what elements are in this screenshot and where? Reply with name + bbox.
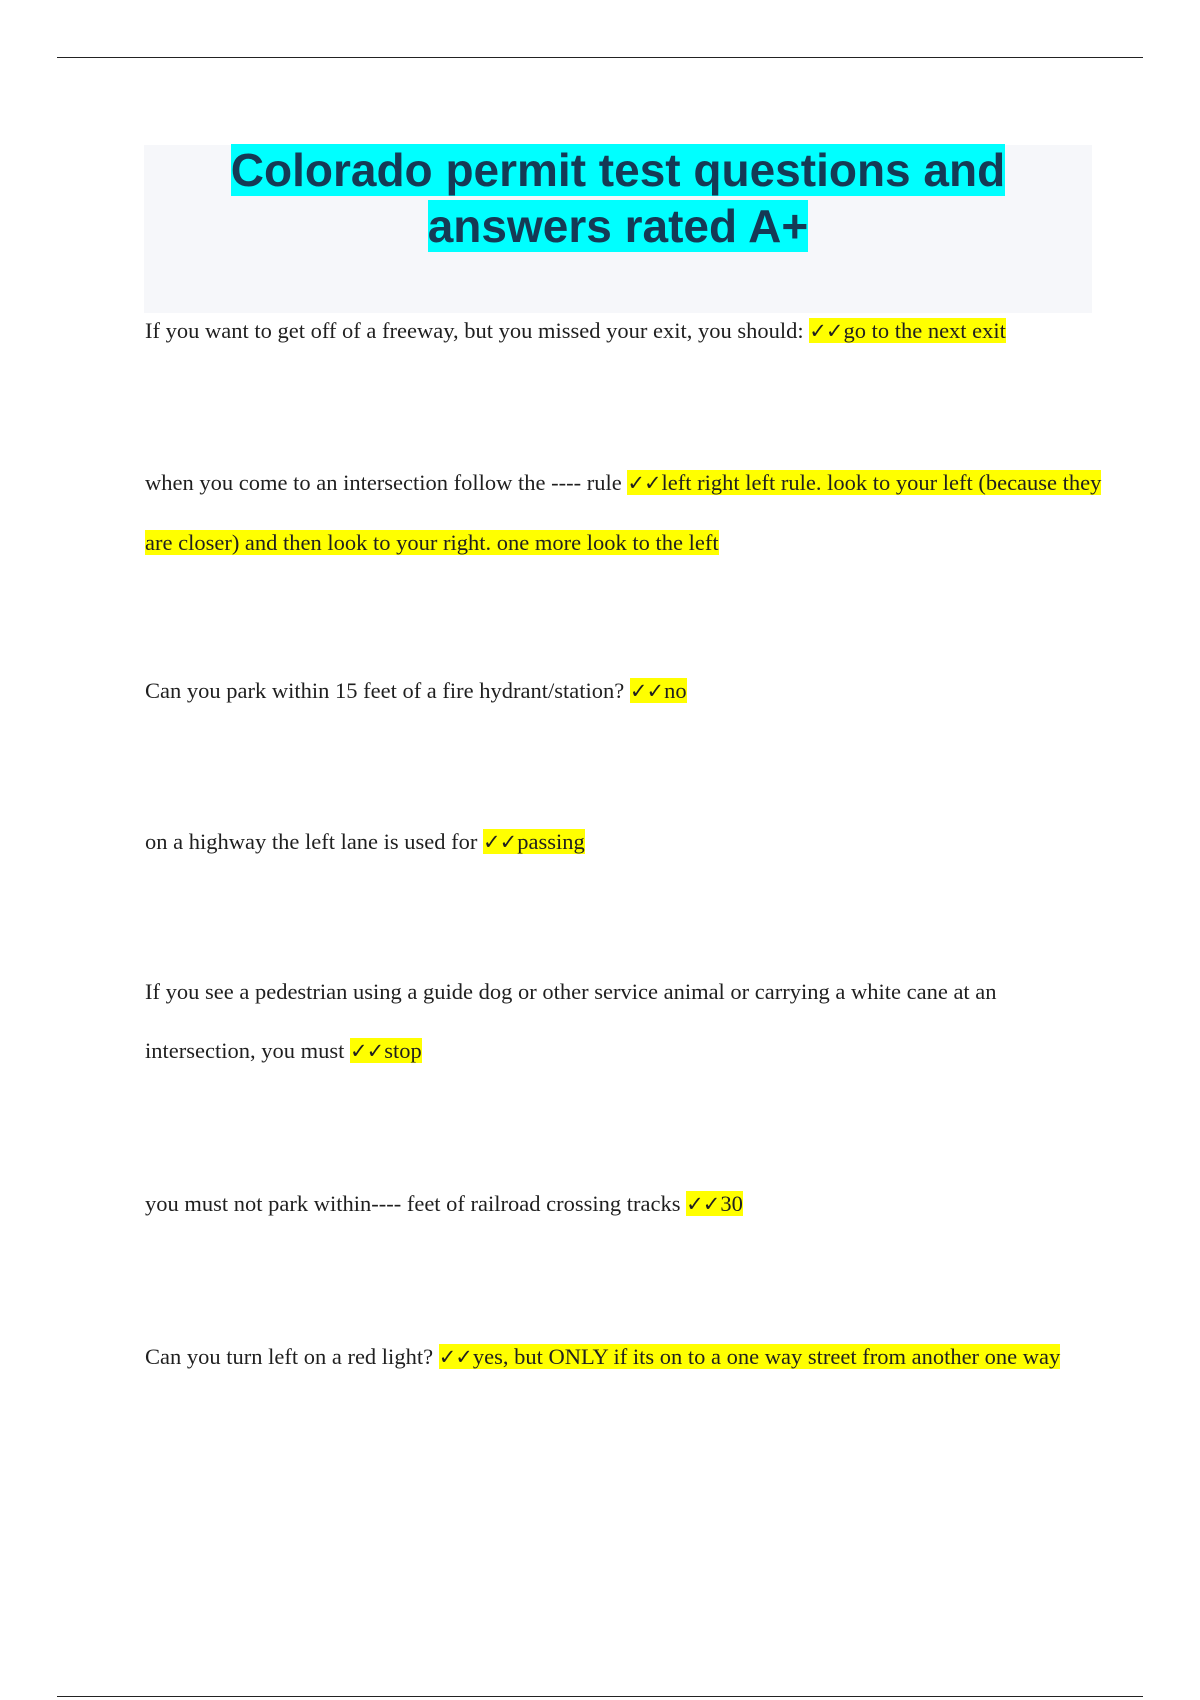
- answer-text: yes, but ONLY if its on to a one way street from another one way: [472, 1344, 1061, 1369]
- answer-highlight: [809, 318, 1006, 343]
- double-check-icon: ✓✓: [629, 679, 664, 703]
- double-check-icon: ✓✓: [349, 1039, 384, 1063]
- answer-text: 30: [720, 1191, 743, 1216]
- double-check-icon: ✓✓: [483, 830, 517, 854]
- question-text: Can you park within 15 feet of a fire hydrant/station?: [145, 678, 625, 703]
- answer-text: go to the next exit: [843, 318, 1006, 343]
- qa-item-1: [145, 301, 1105, 361]
- question-text: when you come to an intersection follow the ---- rule: [145, 470, 622, 495]
- qa-item-2: [145, 453, 1105, 572]
- qa-item-5: [145, 962, 1105, 1081]
- double-check-icon: ✓✓: [438, 1345, 472, 1369]
- answer-highlight: [439, 1344, 1061, 1369]
- document-title: [144, 142, 1092, 254]
- question-text: you must not park within---- feet of railroad crossing tracks: [145, 1191, 681, 1216]
- answer-highlight: [686, 1191, 743, 1216]
- answer-highlight: [630, 678, 687, 703]
- answer-text: no: [664, 678, 687, 703]
- qa-item-3: [145, 661, 1105, 721]
- answer-text: stop: [384, 1038, 422, 1063]
- question-text: If you see a pedestrian using a guide dog or other service animal or carrying a white cane at an intersection, you must: [145, 979, 997, 1063]
- bottom-rule: [57, 1696, 1143, 1697]
- answer-text: left right left rule. look to your left (because they are closer) and then look to your right. one more look to the left: [145, 470, 1102, 555]
- double-check-icon: ✓✓: [686, 1192, 720, 1216]
- question-text: Can you turn left on a red light?: [145, 1344, 434, 1369]
- top-rule: [57, 57, 1143, 58]
- answer-highlight: [483, 829, 585, 854]
- answer-text: passing: [517, 829, 585, 854]
- question-text: on a highway the left lane is used for: [145, 829, 478, 854]
- double-check-icon: ✓✓: [627, 471, 661, 495]
- double-check-icon: ✓✓: [809, 319, 843, 343]
- answer-highlight: [350, 1038, 422, 1063]
- qa-item-4: [145, 812, 1105, 872]
- question-text: If you want to get off of a freeway, but you missed your exit, you should:: [145, 318, 804, 343]
- title-highlight: Colorado permit test questions and answers rated A+: [230, 144, 1006, 252]
- qa-item-7: [145, 1327, 1105, 1387]
- qa-item-6: [145, 1174, 1105, 1234]
